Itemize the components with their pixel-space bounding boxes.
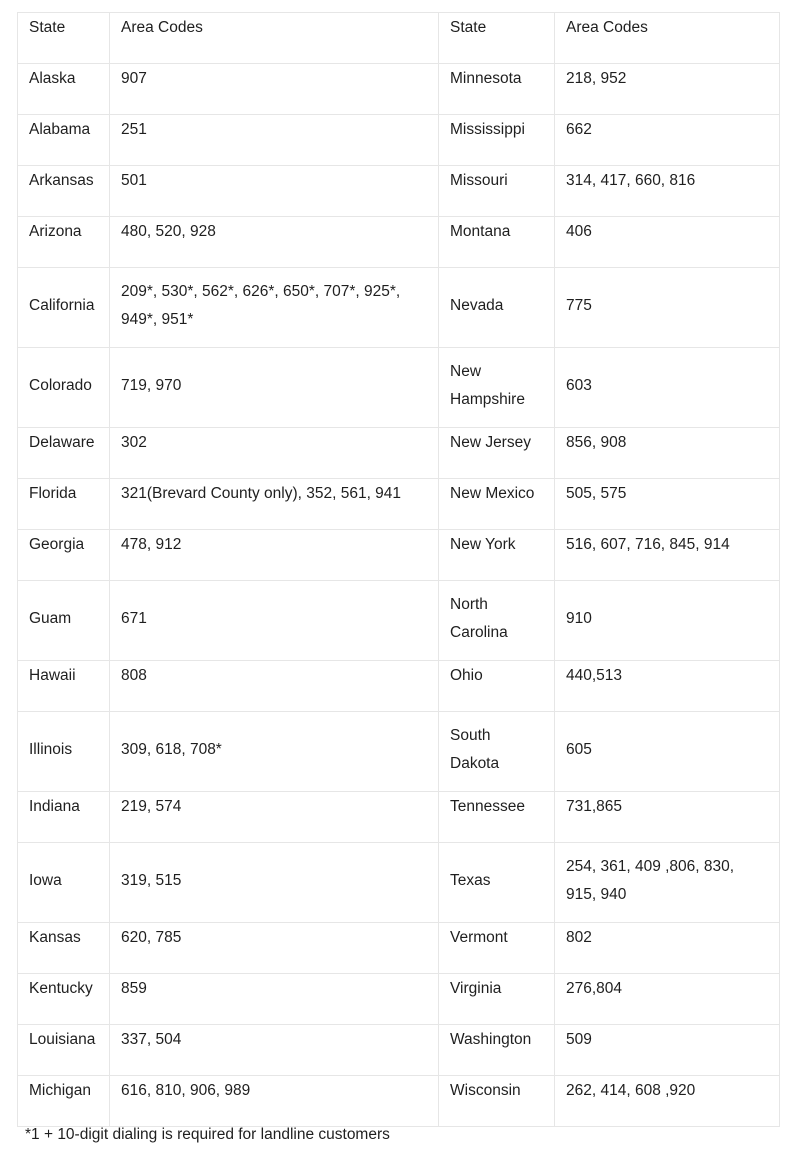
table-row: [18, 581, 780, 661]
area-codes-cell-right: 254, 361, 409 ,806, 830, 915, 940: [555, 843, 780, 923]
area-codes-cell-left: 501: [110, 166, 439, 217]
state-cell-left: Kansas: [18, 923, 110, 974]
state-cell-left: Kentucky: [18, 974, 110, 1025]
header-row: [18, 13, 780, 64]
table-row: [18, 268, 780, 348]
table-row: [18, 64, 780, 115]
area-codes-cell-right: 516, 607, 716, 845, 914: [555, 530, 780, 581]
header-state-left: State: [18, 13, 110, 64]
area-codes-cell-right: 775: [555, 268, 780, 348]
area-codes-cell-right: 509: [555, 1025, 780, 1076]
area-codes-cell-right: 662: [555, 115, 780, 166]
state-cell-left: Guam: [18, 581, 110, 661]
state-cell-left: Colorado: [18, 348, 110, 428]
area-codes-cell-right: 910: [555, 581, 780, 661]
state-cell-right: Missouri: [439, 166, 555, 217]
state-cell-right: Ohio: [439, 661, 555, 712]
state-cell-right: Texas: [439, 843, 555, 923]
state-cell-left: Alabama: [18, 115, 110, 166]
table-row: [18, 1025, 780, 1076]
state-cell-right: Minnesota: [439, 64, 555, 115]
table-header: [18, 13, 780, 64]
table-body: [18, 64, 780, 1127]
footnote: *1 + 10-digit dialing is required for landline customers: [25, 1126, 390, 1143]
table-row: [18, 479, 780, 530]
state-cell-right: Virginia: [439, 974, 555, 1025]
area-codes-cell-left: 319, 515: [110, 843, 439, 923]
state-cell-left: Louisiana: [18, 1025, 110, 1076]
table-row: [18, 166, 780, 217]
area-codes-cell-left: 808: [110, 661, 439, 712]
state-cell-right: New Mexico: [439, 479, 555, 530]
state-cell-left: California: [18, 268, 110, 348]
area-codes-cell-left: 620, 785: [110, 923, 439, 974]
area-codes-cell-left: 251: [110, 115, 439, 166]
area-codes-cell-left: 321(Brevard County only), 352, 561, 941: [110, 479, 439, 530]
area-codes-cell-right: 406: [555, 217, 780, 268]
state-cell-right: Vermont: [439, 923, 555, 974]
state-cell-right: New Jersey: [439, 428, 555, 479]
state-cell-right: New York: [439, 530, 555, 581]
area-codes-cell-right: 276,804: [555, 974, 780, 1025]
state-cell-left: Iowa: [18, 843, 110, 923]
table-row: [18, 1076, 780, 1127]
area-codes-cell-right: 218, 952: [555, 64, 780, 115]
state-cell-right: Washington: [439, 1025, 555, 1076]
area-codes-cell-left: 859: [110, 974, 439, 1025]
state-cell-left: Georgia: [18, 530, 110, 581]
area-codes-cell-left: 209*, 530*, 562*, 626*, 650*, 707*, 925*, 949*, 951*: [110, 268, 439, 348]
state-cell-right: Mississippi: [439, 115, 555, 166]
area-codes-cell-left: 671: [110, 581, 439, 661]
area-codes-cell-right: 262, 414, 608 ,920: [555, 1076, 780, 1127]
area-codes-cell-right: 856, 908: [555, 428, 780, 479]
area-codes-cell-left: 480, 520, 928: [110, 217, 439, 268]
header-state-right: State: [439, 13, 555, 64]
area-codes-cell-left: 337, 504: [110, 1025, 439, 1076]
header-area-codes-right: Area Codes: [555, 13, 780, 64]
area-codes-cell-right: 605: [555, 712, 780, 792]
state-cell-left: Michigan: [18, 1076, 110, 1127]
table-row: [18, 661, 780, 712]
state-cell-right: North Carolina: [439, 581, 555, 661]
state-cell-left: Hawaii: [18, 661, 110, 712]
area-codes-cell-left: 907: [110, 64, 439, 115]
table-row: [18, 923, 780, 974]
area-codes-cell-left: 309, 618, 708*: [110, 712, 439, 792]
table-row: [18, 792, 780, 843]
area-codes-cell-left: 719, 970: [110, 348, 439, 428]
area-codes-cell-left: 616, 810, 906, 989: [110, 1076, 439, 1127]
area-codes-cell-right: 731,865: [555, 792, 780, 843]
state-cell-left: Arkansas: [18, 166, 110, 217]
state-cell-left: Illinois: [18, 712, 110, 792]
table-row: [18, 217, 780, 268]
header-area-codes-left: Area Codes: [110, 13, 439, 64]
state-cell-left: Indiana: [18, 792, 110, 843]
area-codes-cell-left: 302: [110, 428, 439, 479]
state-cell-right: Wisconsin: [439, 1076, 555, 1127]
area-codes-cell-right: 505, 575: [555, 479, 780, 530]
state-cell-left: Arizona: [18, 217, 110, 268]
state-cell-right: Nevada: [439, 268, 555, 348]
state-cell-left: Florida: [18, 479, 110, 530]
table-row: [18, 974, 780, 1025]
state-cell-right: New Hampshire: [439, 348, 555, 428]
table-row: [18, 530, 780, 581]
state-cell-right: Montana: [439, 217, 555, 268]
table-row: [18, 115, 780, 166]
table-row: [18, 428, 780, 479]
state-cell-right: Tennessee: [439, 792, 555, 843]
table-row: [18, 348, 780, 428]
area-codes-cell-left: 478, 912: [110, 530, 439, 581]
area-codes-cell-right: 802: [555, 923, 780, 974]
area-codes-cell-right: 603: [555, 348, 780, 428]
table-row: [18, 843, 780, 923]
state-cell-left: Alaska: [18, 64, 110, 115]
area-codes-table: [17, 12, 780, 1127]
area-codes-cell-right: 440,513: [555, 661, 780, 712]
state-cell-left: Delaware: [18, 428, 110, 479]
area-codes-cell-left: 219, 574: [110, 792, 439, 843]
area-codes-cell-right: 314, 417, 660, 816: [555, 166, 780, 217]
table-row: [18, 712, 780, 792]
state-cell-right: South Dakota: [439, 712, 555, 792]
